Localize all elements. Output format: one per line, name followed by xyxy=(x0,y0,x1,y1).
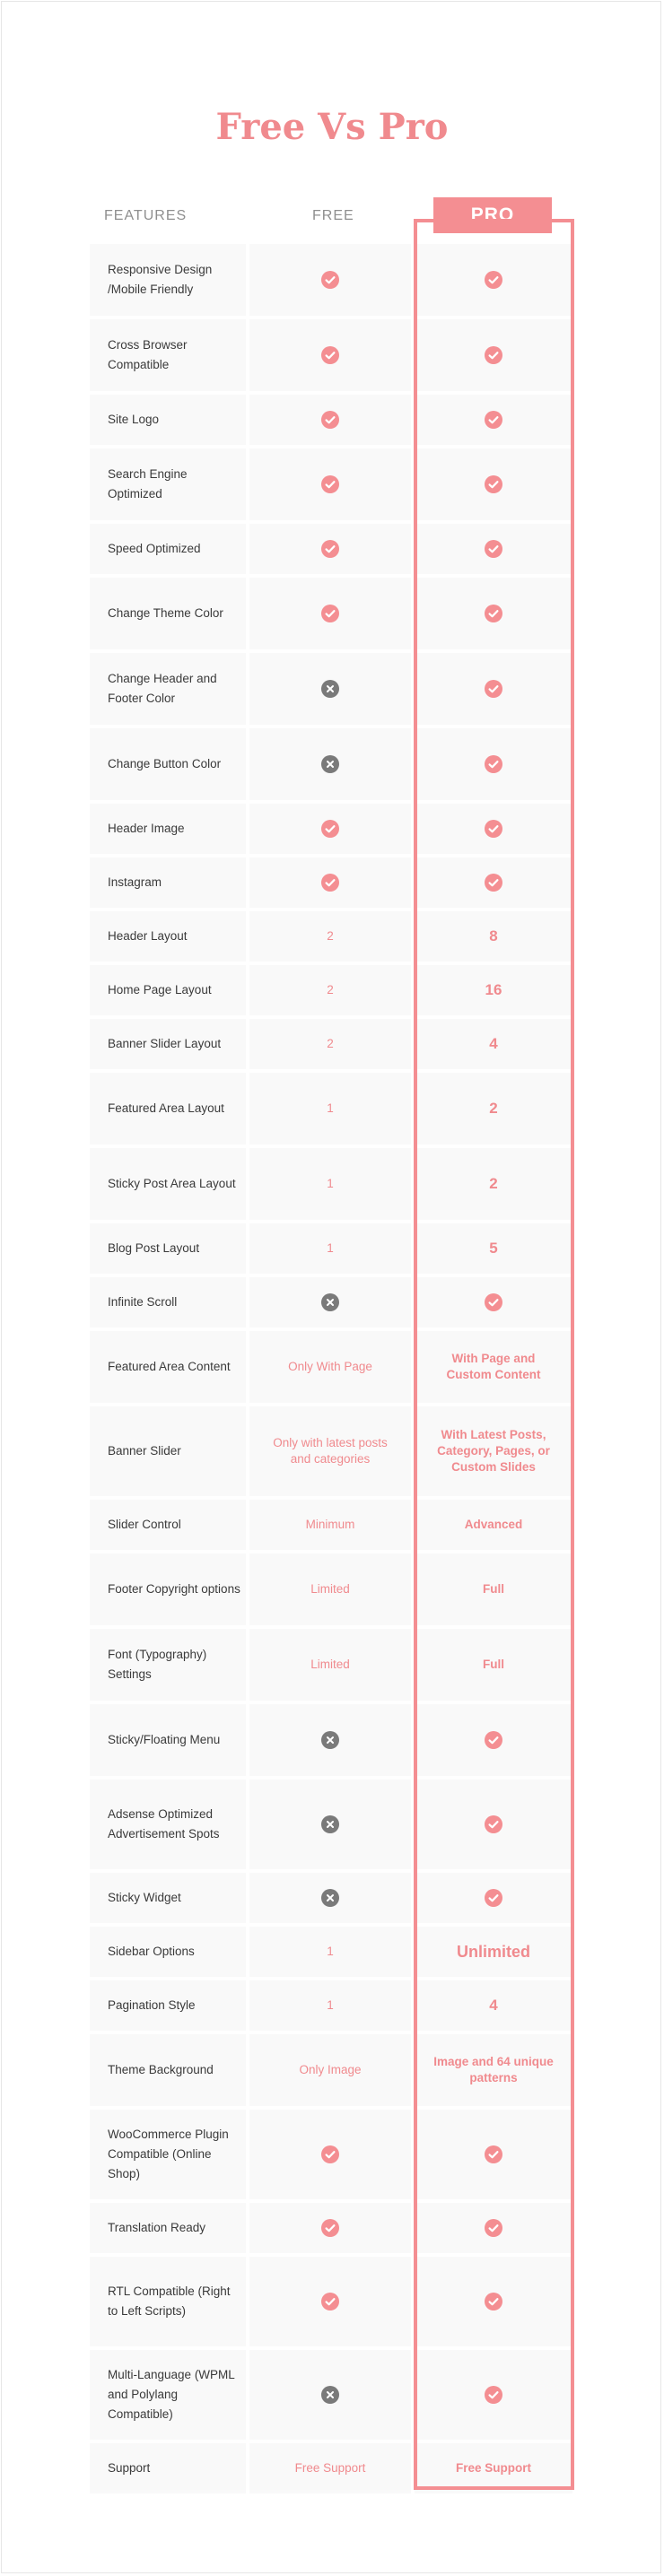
feature-label: Translation Ready xyxy=(90,2203,246,2253)
feature-label: Slider Control xyxy=(90,1500,246,1550)
check-icon xyxy=(321,540,339,558)
free-cell xyxy=(249,728,411,800)
table-row xyxy=(90,2110,572,2199)
free-value: Only Image xyxy=(249,2034,411,2106)
feature-label: Cross Browser Compatible xyxy=(90,319,246,391)
table-row xyxy=(90,1073,572,1144)
free-cell xyxy=(249,857,411,908)
pro-cell xyxy=(415,319,572,391)
feature-label: Infinite Scroll xyxy=(90,1277,246,1327)
free-cell xyxy=(249,1873,411,1923)
table-row xyxy=(90,1980,572,2031)
feature-label: Sticky/Floating Menu xyxy=(90,1704,246,1776)
pro-value: 5 xyxy=(415,1223,572,1274)
pro-cell xyxy=(415,2257,572,2346)
pro-cell xyxy=(415,2110,572,2199)
cross-icon xyxy=(321,1889,339,1907)
free-value: Only With Page xyxy=(249,1331,411,1403)
feature-label: Site Logo xyxy=(90,395,246,445)
check-icon xyxy=(321,411,339,429)
table-row xyxy=(90,653,572,725)
pro-cell xyxy=(415,2350,572,2440)
feature-label: Support xyxy=(90,2443,246,2493)
cross-icon xyxy=(321,755,339,773)
pro-cell xyxy=(415,653,572,725)
feature-label: Theme Background xyxy=(90,2034,246,2106)
pro-cell xyxy=(415,2203,572,2253)
feature-label: Adsense Optimized Advertisement Spots xyxy=(90,1780,246,1869)
check-icon xyxy=(485,874,502,892)
pro-cell xyxy=(415,1873,572,1923)
table-row xyxy=(90,1553,572,1625)
check-icon xyxy=(485,755,502,773)
feature-label: Home Page Layout xyxy=(90,965,246,1015)
free-value: 2 xyxy=(249,965,411,1015)
feature-label: Speed Optimized xyxy=(90,524,246,574)
check-icon xyxy=(485,605,502,622)
pro-value: With Page and Custom Content xyxy=(415,1331,572,1403)
feature-label: Header Image xyxy=(90,804,246,854)
free-cell xyxy=(249,524,411,574)
table-row xyxy=(90,524,572,574)
check-icon xyxy=(321,2293,339,2311)
check-icon xyxy=(485,475,502,493)
pro-value: 2 xyxy=(415,1148,572,1220)
free-value: 1 xyxy=(249,1927,411,1977)
free-cell xyxy=(249,2257,411,2346)
free-cell xyxy=(249,1780,411,1869)
table-row xyxy=(90,1927,572,1977)
feature-label: Change Header and Footer Color xyxy=(90,653,246,725)
feature-label: Header Layout xyxy=(90,911,246,962)
free-cell xyxy=(249,448,411,520)
feature-label: Footer Copyright options xyxy=(90,1553,246,1625)
check-icon xyxy=(485,346,502,364)
pro-cell xyxy=(415,728,572,800)
check-icon xyxy=(485,540,502,558)
table-row xyxy=(90,1406,572,1496)
free-value: 2 xyxy=(249,911,411,962)
free-value: 1 xyxy=(249,1073,411,1144)
free-cell xyxy=(249,653,411,725)
pro-value: 16 xyxy=(415,965,572,1015)
free-cell xyxy=(249,395,411,445)
check-icon xyxy=(485,820,502,838)
check-icon xyxy=(321,874,339,892)
feature-label: RTL Compatible (Right to Left Scripts) xyxy=(90,2257,246,2346)
table-row xyxy=(90,965,572,1015)
check-icon xyxy=(485,411,502,429)
free-value: 1 xyxy=(249,1980,411,2031)
free-cell xyxy=(249,2350,411,2440)
pro-cell xyxy=(415,524,572,574)
table-row xyxy=(90,1500,572,1550)
pro-value: Unlimited xyxy=(415,1927,572,1977)
check-icon xyxy=(485,2293,502,2311)
table-row xyxy=(90,1780,572,1869)
feature-label: Blog Post Layout xyxy=(90,1223,246,1274)
check-icon xyxy=(485,2386,502,2404)
free-value: Limited xyxy=(249,1553,411,1625)
feature-label: Featured Area Layout xyxy=(90,1073,246,1144)
table-row xyxy=(90,1277,572,1327)
table-row xyxy=(90,578,572,649)
check-icon xyxy=(321,475,339,493)
pro-cell xyxy=(415,244,572,316)
pro-value: 4 xyxy=(415,1019,572,1069)
free-value: Only with latest posts and categories xyxy=(249,1406,411,1496)
free-cell xyxy=(249,804,411,854)
feature-label: Instagram xyxy=(90,857,246,908)
free-cell xyxy=(249,2203,411,2253)
table-row xyxy=(90,2034,572,2106)
feature-label: Multi-Language (WPML and Polylang Compatible) xyxy=(90,2350,246,2440)
feature-label: Banner Slider Layout xyxy=(90,1019,246,1069)
pro-cell xyxy=(415,1277,572,1327)
free-value: Free Support xyxy=(249,2443,411,2493)
pro-value: Advanced xyxy=(415,1500,572,1550)
cross-icon xyxy=(321,1731,339,1749)
pro-value: 4 xyxy=(415,1980,572,2031)
table-row xyxy=(90,728,572,800)
check-icon xyxy=(321,2145,339,2163)
pro-cell xyxy=(415,857,572,908)
table-row xyxy=(90,1704,572,1776)
check-icon xyxy=(485,1889,502,1907)
table-row xyxy=(90,1019,572,1069)
free-value: 1 xyxy=(249,1148,411,1220)
check-icon xyxy=(485,1293,502,1311)
check-icon xyxy=(321,2219,339,2237)
check-icon xyxy=(321,271,339,289)
cross-icon xyxy=(321,1293,339,1311)
check-icon xyxy=(321,346,339,364)
table-row xyxy=(90,804,572,854)
table-row xyxy=(90,1629,572,1701)
table-row xyxy=(90,2443,572,2493)
check-icon xyxy=(485,1731,502,1749)
pro-value: Full xyxy=(415,1553,572,1625)
pro-cell xyxy=(415,804,572,854)
pro-cell xyxy=(415,1704,572,1776)
check-icon xyxy=(485,2145,502,2163)
check-icon xyxy=(485,680,502,698)
feature-label: Sticky Post Area Layout xyxy=(90,1148,246,1220)
feature-label: Responsive Design /Mobile Friendly xyxy=(90,244,246,316)
check-icon xyxy=(485,2219,502,2237)
feature-label: WooCommerce Plugin Compatible (Online Shop) xyxy=(90,2110,246,2199)
pro-value: With Latest Posts, Category, Pages, or Custom Slides xyxy=(415,1406,572,1496)
table-row xyxy=(90,1148,572,1220)
cross-icon xyxy=(321,2386,339,2404)
table-row xyxy=(90,1331,572,1403)
free-value: 1 xyxy=(249,1223,411,1274)
feature-label: Banner Slider xyxy=(90,1406,246,1496)
features-column-header: FEATURES xyxy=(104,208,188,223)
free-cell xyxy=(249,1277,411,1327)
pro-cell xyxy=(415,448,572,520)
check-icon xyxy=(485,271,502,289)
pro-value: Full xyxy=(415,1629,572,1701)
table-row xyxy=(90,395,572,445)
free-cell xyxy=(249,578,411,649)
feature-label: Sticky Widget xyxy=(90,1873,246,1923)
free-value: Limited xyxy=(249,1629,411,1701)
feature-label: Pagination Style xyxy=(90,1980,246,2031)
feature-label: Sidebar Options xyxy=(90,1927,246,1977)
feature-label: Change Button Color xyxy=(90,728,246,800)
check-icon xyxy=(321,820,339,838)
table-row xyxy=(90,244,572,316)
table-row xyxy=(90,857,572,908)
check-icon xyxy=(485,1815,502,1833)
free-value: 2 xyxy=(249,1019,411,1069)
pro-value: 2 xyxy=(415,1073,572,1144)
table-row xyxy=(90,319,572,391)
feature-label: Search Engine Optimized xyxy=(90,448,246,520)
table-row xyxy=(90,1873,572,1923)
pro-cell xyxy=(415,578,572,649)
free-value: Minimum xyxy=(249,1500,411,1550)
table-row xyxy=(90,1223,572,1274)
pro-value: Image and 64 unique patterns xyxy=(415,2034,572,2106)
page-title: Free Vs Pro xyxy=(215,106,449,148)
table-row xyxy=(90,911,572,962)
pro-cell xyxy=(415,395,572,445)
table-row xyxy=(90,2257,572,2346)
feature-label: Featured Area Content xyxy=(90,1331,246,1403)
check-icon xyxy=(321,605,339,622)
pro-column-header: PRO xyxy=(433,197,552,233)
comparison-table xyxy=(90,244,572,2497)
free-cell xyxy=(249,1704,411,1776)
feature-label: Change Theme Color xyxy=(90,578,246,649)
free-column-header: FREE xyxy=(312,208,354,223)
cross-icon xyxy=(321,680,339,698)
pro-cell xyxy=(415,1780,572,1869)
pro-value: 8 xyxy=(415,911,572,962)
free-cell xyxy=(249,2110,411,2199)
cross-icon xyxy=(321,1815,339,1833)
table-row xyxy=(90,2203,572,2253)
free-cell xyxy=(249,319,411,391)
pro-value: Free Support xyxy=(415,2443,572,2493)
free-cell xyxy=(249,244,411,316)
table-row xyxy=(90,448,572,520)
table-row xyxy=(90,2350,572,2440)
feature-label: Font (Typography) Settings xyxy=(90,1629,246,1701)
